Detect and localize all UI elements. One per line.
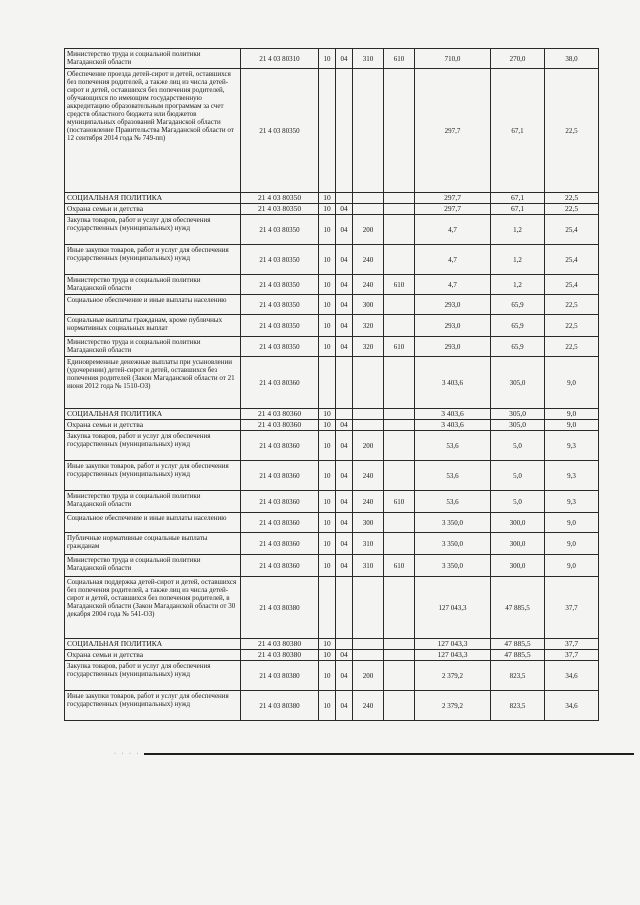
cell-name: Министерство труда и социальной политики Магаданской области [65, 337, 241, 357]
cell-planned-amount: 53,6 [415, 461, 491, 491]
cell-planned-amount: 293,0 [415, 315, 491, 337]
cell-subsection: 04 [336, 215, 353, 245]
cell-name: Министерство труда и социальной политики Магаданской области [65, 555, 241, 577]
cell-admin-code [384, 650, 415, 661]
cell-expense-type: 240 [353, 691, 384, 721]
cell-target-article: 21 4 03 80350 [241, 245, 319, 275]
cell-name: Министерство труда и социальной политики Магаданской области [65, 49, 241, 69]
cell-target-article: 21 4 03 80350 [241, 295, 319, 315]
cell-section: 10 [319, 420, 336, 431]
table-row [65, 650, 599, 661]
cell-admin-code [384, 513, 415, 533]
cell-planned-amount: 53,6 [415, 431, 491, 461]
cell-execution-percent: 9,3 [545, 491, 599, 513]
cell-name: Единовременные денежные выплаты при усыновлении (удочерении) детей-сирот и детей, оставшихся без попечения родителей (Закон Магаданской области от 21 июня 2012 года № 1510-ОЗ) [65, 357, 241, 409]
cell-expense-type [353, 409, 384, 420]
cell-admin-code [384, 461, 415, 491]
cell-admin-code [384, 315, 415, 337]
cell-executed-amount: 270,0 [491, 49, 545, 69]
scan-artifact: · · · · [114, 751, 141, 757]
cell-section [319, 577, 336, 639]
table-row [65, 491, 599, 513]
cell-subsection: 04 [336, 204, 353, 215]
table-row [65, 533, 599, 555]
cell-planned-amount: 127 043,3 [415, 650, 491, 661]
cell-target-article: 21 4 03 80350 [241, 69, 319, 193]
cell-execution-percent: 9,3 [545, 461, 599, 491]
cell-planned-amount: 2 379,2 [415, 691, 491, 721]
cell-planned-amount: 293,0 [415, 295, 491, 315]
cell-section [319, 357, 336, 409]
cell-expense-type [353, 650, 384, 661]
cell-expense-type: 240 [353, 461, 384, 491]
table-row [65, 513, 599, 533]
table-row [65, 295, 599, 315]
cell-execution-percent: 9,0 [545, 513, 599, 533]
cell-admin-code [384, 691, 415, 721]
cell-execution-percent: 25,4 [545, 215, 599, 245]
cell-executed-amount: 65,9 [491, 295, 545, 315]
cell-section: 10 [319, 691, 336, 721]
cell-executed-amount: 47 885,5 [491, 650, 545, 661]
cell-name: Обеспечение проезда детей-сирот и детей, оставшихся без попечения родителей, а также лиц из числа детей-сирот и детей, оставшихся без попечения родителей, обучающихся по имеющим государственную аккредитацию образовательным программам за счет средств областного бюджета или бюджетов муниципальных образований Магаданской области (постановление Правительства Магаданской области от 12 сентября 2014 года № 749-пп) [65, 69, 241, 193]
cell-planned-amount: 297,7 [415, 204, 491, 215]
cell-execution-percent: 37,7 [545, 577, 599, 639]
cell-section: 10 [319, 49, 336, 69]
cell-name: Охрана семьи и детства [65, 204, 241, 215]
cell-execution-percent: 22,5 [545, 315, 599, 337]
table-row [65, 245, 599, 275]
cell-section: 10 [319, 204, 336, 215]
cell-execution-percent: 34,6 [545, 661, 599, 691]
cell-name: Охрана семьи и детства [65, 420, 241, 431]
cell-planned-amount: 297,7 [415, 193, 491, 204]
cell-executed-amount: 305,0 [491, 420, 545, 431]
cell-executed-amount: 300,0 [491, 555, 545, 577]
cell-expense-type [353, 420, 384, 431]
cell-target-article: 21 4 03 80350 [241, 204, 319, 215]
cell-executed-amount: 5,0 [491, 461, 545, 491]
cell-execution-percent: 9,0 [545, 357, 599, 409]
cell-section: 10 [319, 639, 336, 650]
cell-target-article: 21 4 03 80380 [241, 650, 319, 661]
cell-expense-type: 320 [353, 315, 384, 337]
cell-planned-amount: 4,7 [415, 275, 491, 295]
table-row [65, 337, 599, 357]
cell-executed-amount: 300,0 [491, 533, 545, 555]
cell-expense-type: 310 [353, 49, 384, 69]
cell-expense-type: 200 [353, 215, 384, 245]
cell-planned-amount: 2 379,2 [415, 661, 491, 691]
cell-admin-code [384, 215, 415, 245]
cell-planned-amount: 3 350,0 [415, 513, 491, 533]
page-divider-line [144, 753, 634, 755]
table-row [65, 69, 599, 193]
cell-expense-type: 240 [353, 245, 384, 275]
cell-subsection: 04 [336, 650, 353, 661]
cell-execution-percent: 37,7 [545, 639, 599, 650]
cell-expense-type [353, 204, 384, 215]
cell-admin-code [384, 420, 415, 431]
cell-subsection: 04 [336, 337, 353, 357]
cell-subsection: 04 [336, 245, 353, 275]
cell-subsection: 04 [336, 513, 353, 533]
table-row [65, 431, 599, 461]
table-row [65, 357, 599, 409]
cell-target-article: 21 4 03 80360 [241, 431, 319, 461]
cell-section: 10 [319, 245, 336, 275]
cell-target-article: 21 4 03 80350 [241, 337, 319, 357]
cell-subsection [336, 639, 353, 650]
cell-name: Социальные выплаты гражданам, кроме публичных нормативных социальных выплат [65, 315, 241, 337]
cell-subsection [336, 577, 353, 639]
cell-execution-percent: 9,0 [545, 409, 599, 420]
cell-name: Социальное обеспечение и иные выплаты населению [65, 295, 241, 315]
cell-executed-amount: 5,0 [491, 431, 545, 461]
cell-target-article: 21 4 03 80380 [241, 577, 319, 639]
cell-target-article: 21 4 03 80360 [241, 513, 319, 533]
cell-admin-code: 610 [384, 275, 415, 295]
cell-admin-code [384, 193, 415, 204]
cell-planned-amount: 4,7 [415, 245, 491, 275]
cell-expense-type: 310 [353, 555, 384, 577]
cell-admin-code [384, 245, 415, 275]
cell-planned-amount: 3 403,6 [415, 409, 491, 420]
table-row [65, 204, 599, 215]
cell-admin-code [384, 69, 415, 193]
cell-target-article: 21 4 03 80360 [241, 357, 319, 409]
cell-planned-amount: 127 043,3 [415, 639, 491, 650]
cell-name: Публичные нормативные социальные выплаты гражданам [65, 533, 241, 555]
cell-admin-code [384, 639, 415, 650]
cell-admin-code: 610 [384, 491, 415, 513]
cell-admin-code [384, 409, 415, 420]
cell-executed-amount: 47 885,5 [491, 577, 545, 639]
cell-target-article: 21 4 03 80360 [241, 491, 319, 513]
cell-name: Закупка товаров, работ и услуг для обеспечения государственных (муниципальных) нужд [65, 431, 241, 461]
cell-subsection [336, 409, 353, 420]
cell-target-article: 21 4 03 80360 [241, 461, 319, 491]
cell-executed-amount: 47 885,5 [491, 639, 545, 650]
table-row [65, 555, 599, 577]
cell-executed-amount: 1,2 [491, 275, 545, 295]
cell-section: 10 [319, 275, 336, 295]
cell-name: СОЦИАЛЬНАЯ ПОЛИТИКА [65, 193, 241, 204]
cell-section: 10 [319, 661, 336, 691]
cell-planned-amount: 127 043,3 [415, 577, 491, 639]
cell-name: Иные закупки товаров, работ и услуг для обеспечения государственных (муниципальных) нужд [65, 691, 241, 721]
cell-executed-amount: 300,0 [491, 513, 545, 533]
cell-planned-amount: 293,0 [415, 337, 491, 357]
table-row [65, 193, 599, 204]
cell-planned-amount: 3 403,6 [415, 420, 491, 431]
cell-admin-code [384, 577, 415, 639]
cell-subsection: 04 [336, 491, 353, 513]
table-row [65, 661, 599, 691]
table-row [65, 691, 599, 721]
budget-table [64, 48, 599, 721]
cell-execution-percent: 9,3 [545, 431, 599, 461]
table-row [65, 639, 599, 650]
cell-target-article: 21 4 03 80350 [241, 193, 319, 204]
cell-section: 10 [319, 315, 336, 337]
cell-executed-amount: 823,5 [491, 691, 545, 721]
cell-name: Министерство труда и социальной политики Магаданской области [65, 275, 241, 295]
cell-section: 10 [319, 513, 336, 533]
cell-subsection: 04 [336, 461, 353, 491]
cell-target-article: 21 4 03 80360 [241, 409, 319, 420]
cell-expense-type [353, 193, 384, 204]
cell-name: Иные закупки товаров, работ и услуг для обеспечения государственных (муниципальных) нужд [65, 245, 241, 275]
cell-planned-amount: 3 403,6 [415, 357, 491, 409]
cell-target-article: 21 4 03 80310 [241, 49, 319, 69]
cell-executed-amount: 1,2 [491, 245, 545, 275]
table-row [65, 275, 599, 295]
table-row [65, 409, 599, 420]
cell-admin-code [384, 204, 415, 215]
cell-admin-code [384, 295, 415, 315]
cell-target-article: 21 4 03 80360 [241, 555, 319, 577]
cell-executed-amount: 67,1 [491, 69, 545, 193]
cell-name: Иные закупки товаров, работ и услуг для обеспечения государственных (муниципальных) нужд [65, 461, 241, 491]
cell-name: СОЦИАЛЬНАЯ ПОЛИТИКА [65, 639, 241, 650]
cell-section: 10 [319, 193, 336, 204]
cell-subsection: 04 [336, 420, 353, 431]
cell-name: Министерство труда и социальной политики Магаданской области [65, 491, 241, 513]
cell-execution-percent: 22,5 [545, 204, 599, 215]
cell-execution-percent: 22,5 [545, 69, 599, 193]
cell-admin-code [384, 357, 415, 409]
cell-execution-percent: 22,5 [545, 193, 599, 204]
cell-expense-type: 200 [353, 661, 384, 691]
cell-executed-amount: 5,0 [491, 491, 545, 513]
cell-admin-code: 610 [384, 337, 415, 357]
cell-section: 10 [319, 491, 336, 513]
cell-name: Социальная поддержка детей-сирот и детей, оставшихся без попечения родителей, а также лиц из числа детей-сирот и детей, оставшихся без попечения родителей, в Магаданской области (Закон Магаданской области от 30 декабря 2004 года № 541-ОЗ) [65, 577, 241, 639]
table-row [65, 577, 599, 639]
cell-section: 10 [319, 533, 336, 555]
cell-section: 10 [319, 461, 336, 491]
cell-subsection: 04 [336, 295, 353, 315]
cell-executed-amount: 823,5 [491, 661, 545, 691]
cell-section: 10 [319, 215, 336, 245]
cell-section: 10 [319, 337, 336, 357]
cell-section: 10 [319, 431, 336, 461]
cell-section: 10 [319, 650, 336, 661]
table-row [65, 461, 599, 491]
cell-expense-type: 310 [353, 533, 384, 555]
cell-section: 10 [319, 555, 336, 577]
cell-subsection: 04 [336, 661, 353, 691]
cell-expense-type: 240 [353, 491, 384, 513]
cell-target-article: 21 4 03 80360 [241, 533, 319, 555]
cell-admin-code [384, 661, 415, 691]
cell-subsection: 04 [336, 691, 353, 721]
cell-execution-percent: 25,4 [545, 245, 599, 275]
cell-section: 10 [319, 295, 336, 315]
cell-planned-amount: 297,7 [415, 69, 491, 193]
cell-admin-code [384, 533, 415, 555]
table-row [65, 420, 599, 431]
cell-expense-type: 320 [353, 337, 384, 357]
cell-executed-amount: 67,1 [491, 193, 545, 204]
cell-planned-amount: 3 350,0 [415, 533, 491, 555]
cell-executed-amount: 1,2 [491, 215, 545, 245]
cell-name: СОЦИАЛЬНАЯ ПОЛИТИКА [65, 409, 241, 420]
cell-target-article: 21 4 03 80360 [241, 420, 319, 431]
cell-expense-type [353, 577, 384, 639]
cell-execution-percent: 22,5 [545, 295, 599, 315]
cell-execution-percent: 34,6 [545, 691, 599, 721]
cell-execution-percent: 9,0 [545, 420, 599, 431]
cell-subsection: 04 [336, 431, 353, 461]
cell-target-article: 21 4 03 80350 [241, 275, 319, 295]
cell-execution-percent: 22,5 [545, 337, 599, 357]
cell-section [319, 69, 336, 193]
cell-execution-percent: 9,0 [545, 555, 599, 577]
cell-executed-amount: 65,9 [491, 315, 545, 337]
cell-expense-type: 300 [353, 513, 384, 533]
table-row [65, 49, 599, 69]
cell-section: 10 [319, 409, 336, 420]
cell-expense-type [353, 69, 384, 193]
cell-target-article: 21 4 03 80380 [241, 661, 319, 691]
cell-name: Охрана семьи и детства [65, 650, 241, 661]
cell-subsection: 04 [336, 315, 353, 337]
cell-execution-percent: 25,4 [545, 275, 599, 295]
cell-subsection: 04 [336, 275, 353, 295]
cell-subsection [336, 193, 353, 204]
cell-target-article: 21 4 03 80380 [241, 639, 319, 650]
cell-execution-percent: 38,0 [545, 49, 599, 69]
cell-name: Закупка товаров, работ и услуг для обеспечения государственных (муниципальных) нужд [65, 661, 241, 691]
cell-admin-code: 610 [384, 555, 415, 577]
cell-subsection [336, 357, 353, 409]
table-row [65, 215, 599, 245]
cell-planned-amount: 3 350,0 [415, 555, 491, 577]
table-row [65, 315, 599, 337]
cell-expense-type [353, 639, 384, 650]
cell-expense-type: 200 [353, 431, 384, 461]
cell-executed-amount: 67,1 [491, 204, 545, 215]
cell-expense-type [353, 357, 384, 409]
cell-expense-type: 240 [353, 275, 384, 295]
cell-admin-code: 610 [384, 49, 415, 69]
cell-executed-amount: 305,0 [491, 357, 545, 409]
cell-target-article: 21 4 03 80350 [241, 215, 319, 245]
cell-name: Социальное обеспечение и иные выплаты населению [65, 513, 241, 533]
cell-target-article: 21 4 03 80350 [241, 315, 319, 337]
cell-name: Закупка товаров, работ и услуг для обеспечения государственных (муниципальных) нужд [65, 215, 241, 245]
cell-planned-amount: 4,7 [415, 215, 491, 245]
cell-subsection: 04 [336, 555, 353, 577]
cell-subsection [336, 69, 353, 193]
cell-target-article: 21 4 03 80380 [241, 691, 319, 721]
cell-executed-amount: 65,9 [491, 337, 545, 357]
cell-subsection: 04 [336, 533, 353, 555]
cell-executed-amount: 305,0 [491, 409, 545, 420]
cell-admin-code [384, 431, 415, 461]
cell-execution-percent: 37,7 [545, 650, 599, 661]
cell-execution-percent: 9,0 [545, 533, 599, 555]
table-body [65, 49, 599, 721]
cell-planned-amount: 710,0 [415, 49, 491, 69]
cell-expense-type: 300 [353, 295, 384, 315]
cell-subsection: 04 [336, 49, 353, 69]
cell-planned-amount: 53,6 [415, 491, 491, 513]
